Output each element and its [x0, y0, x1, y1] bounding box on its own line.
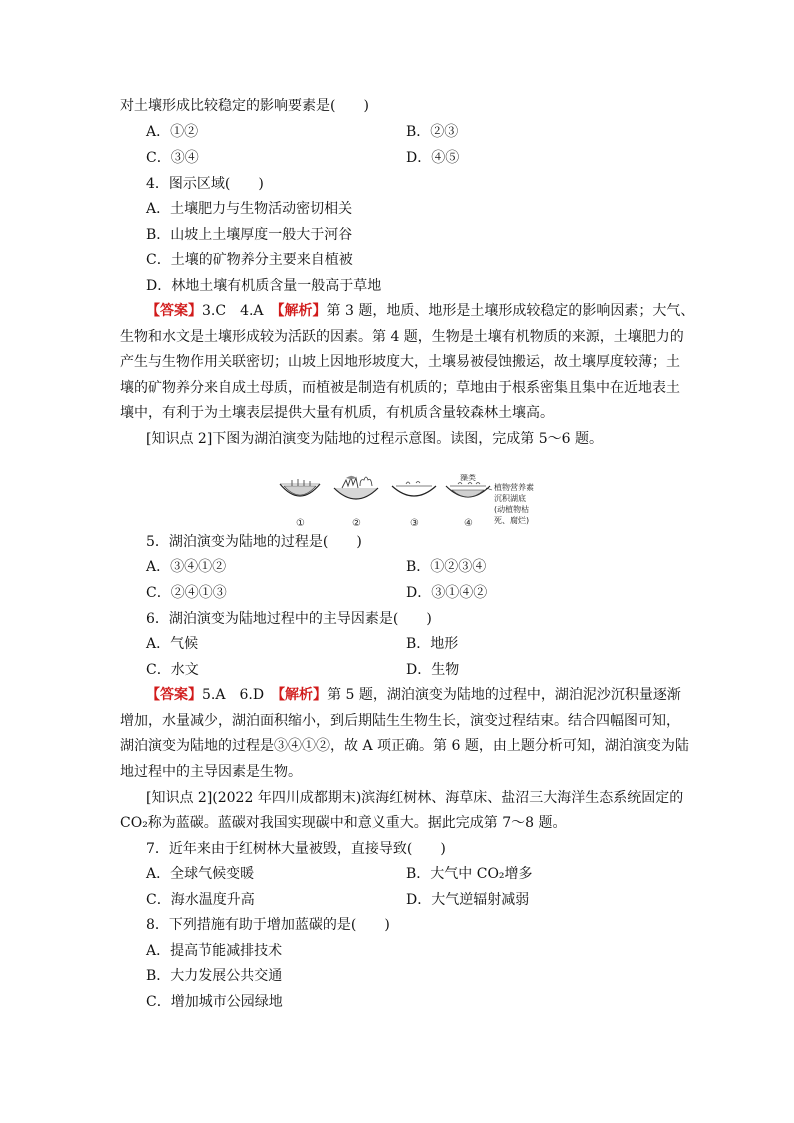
analysis-line: 增加，水量减少，湖泊面积缩小，到后期陆生生物生长，演变过程结束。结合四幅图可知，: [120, 713, 680, 729]
q8-option-b: B．大力发展公共交通: [146, 968, 283, 984]
q4-stem: 4．图示区域( ): [146, 176, 264, 192]
q3-option-a: A．①②: [146, 124, 199, 140]
figure-note-line: (动植物枯: [494, 505, 530, 514]
q6-option-b: B．地形: [406, 636, 459, 652]
q7-option-b: B．大气中 CO₂增多: [406, 866, 533, 882]
q5-option-a: A．③④①②: [146, 559, 227, 575]
figure-label-1: ①: [296, 518, 305, 529]
q4-option-d: D．林地土壤有机质含量一般高于草地: [146, 278, 382, 294]
answer-3-4-first-line: [146, 301, 694, 321]
basin-3: [392, 482, 436, 497]
q6-option-d: D．生物: [406, 662, 460, 678]
q3-option-d: D．④⑤: [406, 150, 460, 166]
q4-option-c: C．土壤的矿物养分主要来自植被: [146, 252, 353, 268]
basin-2: [334, 476, 378, 499]
q3-stem: 对土壤形成比较稳定的影响要素是( ): [120, 98, 369, 114]
analysis-tag: 【解析】: [278, 687, 328, 703]
answer-tag: 【答案】: [146, 303, 202, 319]
q7-stem: 7．近年来由于红树林大量被毁，直接导致( ): [146, 841, 446, 857]
q6-option-c: C．水文: [146, 662, 199, 678]
analysis-text: 第 5 题，湖泊演变为陆地的过程中，湖泊泥沙沉积量逐渐: [327, 687, 681, 703]
answer-values: 5.A 6.D: [202, 687, 279, 703]
figure-label-4: ④: [464, 518, 473, 529]
analysis-line: 产生与生物作用关联密切；山坡上因地形坡度大，土壤易被侵蚀搬运，故土壤厚度较薄；土: [120, 354, 680, 370]
analysis-line: 生物和水文是土壤形成较为活跃的因素。第 4 题，生物是土壤有机物质的来源，土壤肥力的: [120, 329, 684, 345]
q7-option-d: D．大气逆辐射减弱: [406, 892, 530, 908]
knowledge-point-intro-cont: CO₂称为蓝碳。蓝碳对我国实现碳中和意义重大。据此完成第 7～8 题。: [120, 815, 567, 831]
q7-option-a: A．全球气候变暖: [146, 866, 255, 882]
algae-label: 藻类: [460, 474, 476, 482]
basin-1: [280, 479, 320, 496]
q3-option-c: C．③④: [146, 150, 199, 166]
figure-note-line: 沉积湖底: [494, 494, 526, 503]
answer-5-6-first-line: [146, 685, 681, 705]
knowledge-point-intro: [知识点 2](2022 年四川成都期末)滨海红树林、海草床、盐沼三大海洋生态系统固定的: [146, 790, 684, 806]
q8-option-a: A．提高节能减排技术: [146, 943, 283, 959]
analysis-tag: 【解析】: [277, 303, 327, 319]
q3-option-b: B．②③: [406, 124, 459, 140]
q6-stem: 6．湖泊演变为陆地过程中的主导因素是( ): [146, 611, 432, 627]
q7-option-c: C．海水温度升高: [146, 892, 255, 908]
figure-label-2: ②: [352, 518, 361, 529]
analysis-line: 壤的矿物养分来自成土母质，而植被是制造有机质的；草地由于根系密集且集中在近地表土: [120, 380, 680, 396]
analysis-text: 第 3 题，地质、地形是土壤形成较稳定的影响因素；大气、: [326, 303, 695, 319]
q5-option-b: B．①②③④: [406, 559, 487, 575]
q4-option-b: B．山坡上土壤厚度一般大于河谷: [146, 227, 353, 243]
figure-label-3: ③: [410, 518, 419, 529]
analysis-line: 湖泊演变为陆地的过程是③④①②，故 A 项正确。第 6 题，由上题分析可知，湖泊演变为陆: [120, 738, 689, 754]
analysis-line: 壤中，有利于为土壤表层提供大量有机质，有机质含量较森林土壤高。: [120, 405, 554, 421]
lake-evolution-figure: [276, 474, 566, 530]
q5-stem: 5．湖泊演变为陆地的过程是( ): [146, 534, 362, 550]
basin-4: [446, 483, 492, 498]
knowledge-point-intro: [知识点 2]下图为湖泊演变为陆地的过程示意图。读图，完成第 5～6 题。: [146, 431, 603, 447]
answer-values: 3.C 4.A: [202, 303, 278, 319]
q6-option-a: A．气候: [146, 636, 199, 652]
q5-option-d: D．③①④②: [406, 585, 488, 601]
q5-option-c: C．②④①③: [146, 585, 227, 601]
q8-stem: 8．下列措施有助于增加蓝碳的是( ): [146, 917, 390, 933]
figure-note-line: 死、腐烂): [494, 516, 530, 525]
answer-tag: 【答案】: [146, 687, 202, 703]
analysis-line: 地过程中的主导因素是生物。: [120, 764, 302, 780]
q8-option-c: C．增加城市公园绿地: [146, 994, 283, 1010]
figure-note-line: 植物营养素: [494, 483, 534, 492]
q4-option-a: A．土壤肥力与生物活动密切相关: [146, 201, 353, 217]
